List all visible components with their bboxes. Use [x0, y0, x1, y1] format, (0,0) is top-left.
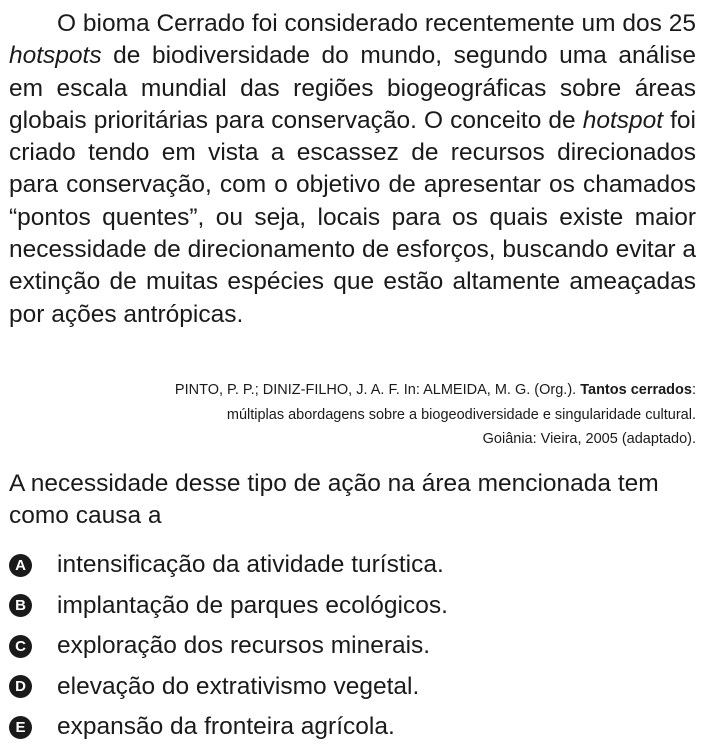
option-a-text: intensificação da atividade turística.: [57, 551, 444, 579]
citation-authors: PINTO, P. P.; DINIZ-FILHO, J. A. F. In: ALMEIDA, M. G. (Org.).: [174, 382, 581, 398]
option-d[interactable]: [9, 667, 696, 708]
citation-colon: :: [691, 382, 696, 398]
option-e-letter-badge: E: [9, 716, 32, 739]
option-c-letter-badge: C: [9, 635, 32, 658]
option-d-letter-badge: D: [9, 675, 32, 698]
option-a-letter-badge: A: [9, 554, 32, 577]
question-stem: A necessidade desse tipo de ação na área mencionada tem como causa a: [9, 470, 659, 529]
option-e-text: expansão da fronteira agrícola.: [57, 713, 395, 741]
passage-term-hotspots: hotspots: [9, 42, 102, 70]
citation-book-title: Tantos cerrados: [580, 382, 692, 398]
passage-term-hotspot: hotspot: [582, 106, 664, 134]
option-b-letter-badge: B: [9, 594, 32, 617]
option-d-text: elevação do extrativismo vegetal.: [57, 672, 420, 700]
answer-options: [9, 545, 696, 748]
passage-part-3: foi criado tendo em vista a escassez de recursos direcionados para conservação, com o objetivo de apresentar os chamados “pontos quentes”, ou seja, locais para os quais existe maior necessidade de direcionamento de esforços, buscando evitar a extinção de muitas espécies que estão altamente ameaçadas por ações antrópicas.: [9, 106, 696, 328]
citation-line-3: Goiânia: Vieira, 2005 (adaptado).: [482, 431, 696, 447]
option-a[interactable]: [9, 545, 696, 586]
passage-text: [9, 8, 696, 331]
passage-part-1: O bioma Cerrado foi considerado recentemente um dos 25: [57, 10, 696, 37]
option-b-text: implantação de parques ecológicos.: [57, 591, 448, 619]
option-c[interactable]: [9, 626, 696, 667]
option-e[interactable]: [9, 707, 696, 748]
citation-line-2: múltiplas abordagens sobre a biogeodiversidade e singularidade cultural.: [226, 406, 696, 423]
source-citation: [56, 378, 696, 452]
citation-line-1: [56, 378, 696, 403]
option-c-text: exploração dos recursos minerais.: [57, 632, 431, 660]
passage-part-2: de biodiversidade do mundo, segundo uma análise em escala mundial das regiões biogeográficas sobre áreas globais prioritárias para conservação. O conceito de: [9, 42, 696, 134]
option-b[interactable]: [9, 586, 696, 627]
